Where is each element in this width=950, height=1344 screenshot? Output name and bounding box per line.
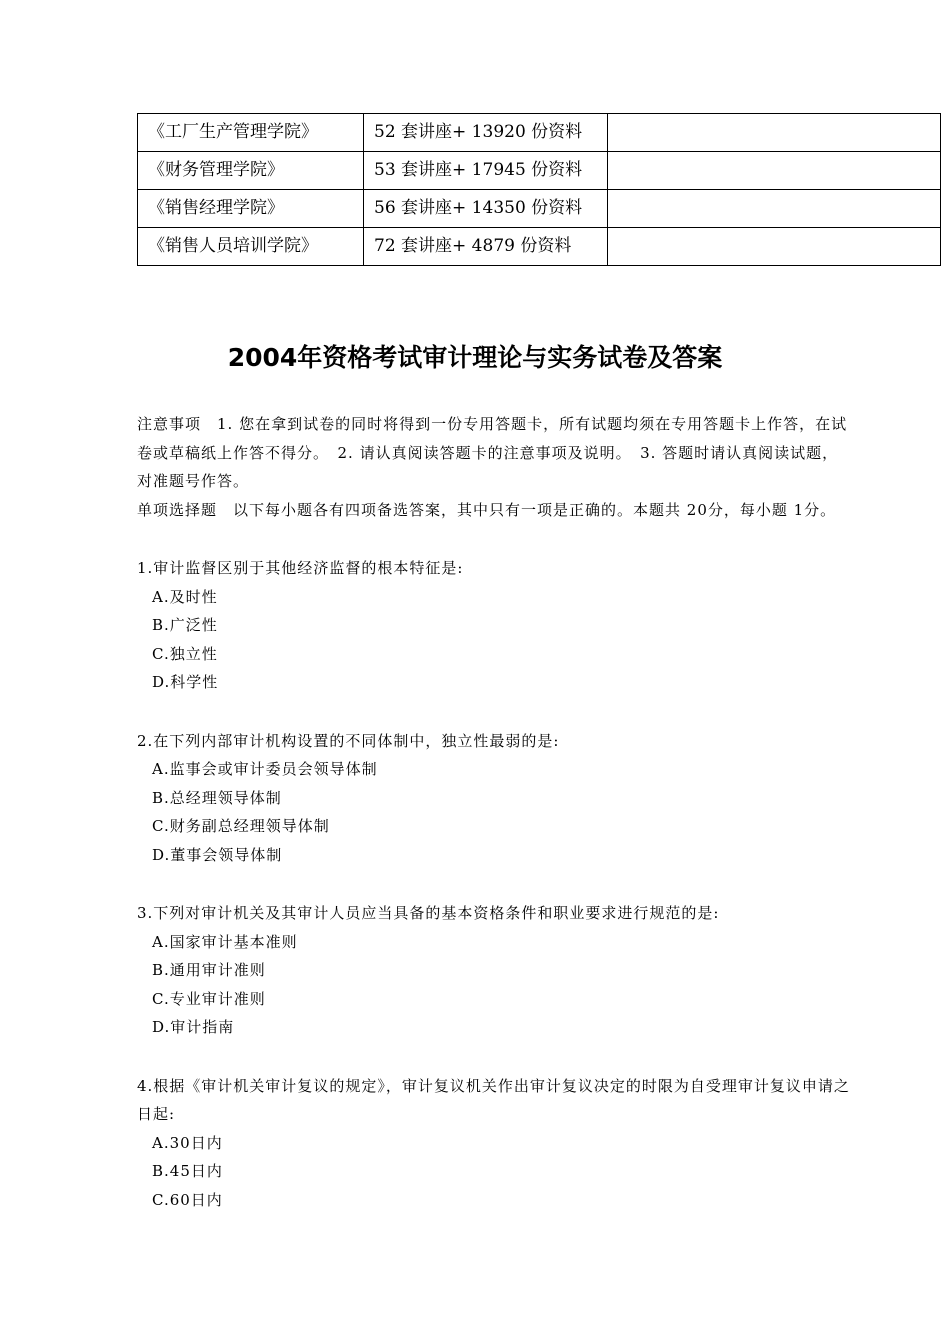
question-1 [137,554,852,697]
option-b: B.通用审计准则 [152,961,266,979]
table-cell-extra [608,152,941,190]
option-a: A.30日内 [152,1133,223,1152]
table-cell-name: 《销售人员培训学院》 [138,228,364,266]
option-c: C.专业审计准则 [152,989,266,1008]
option-d: D.审计指南 [152,1018,235,1036]
option-a: A.国家审计基本准则 [152,932,298,951]
question-text: 4.根据《审计机关审计复议的规定》，审计复议机关作出审计复议决定的时限为自受理审计复议申请之日起: [137,1076,850,1123]
table-cell-name: 《工厂生产管理学院》 [138,114,364,152]
option-d: D.董事会领导体制 [152,845,283,864]
table-row [138,190,941,228]
page-title: 2004年资格考试审计理论与实务试卷及答案 [227,343,723,372]
table-cell-name: 《销售经理学院》 [138,190,364,228]
table-cell-extra [608,190,941,228]
option-b: B.广泛性 [152,616,218,634]
table-cell-name: 《财务管理学院》 [138,152,364,190]
question-text: 1.审计监督区别于其他经济监督的根本特征是: [137,559,464,577]
resource-table [137,113,941,266]
table-cell-content: 52 套讲座+ 13920 份资料 [364,114,608,152]
option-c: C.60日内 [152,1190,223,1209]
question-2 [137,727,852,870]
question-text: 3.下列对审计机关及其审计人员应当具备的基本资格条件和职业要求进行规范的是: [137,904,720,922]
table-cell-extra [608,228,941,266]
table-cell-content: 72 套讲座+ 4879 份资料 [364,228,608,266]
option-c: C.财务副总经理领导体制 [152,817,330,835]
option-a: A.及时性 [152,587,218,606]
option-b: B.总经理领导体制 [152,788,282,807]
table-row [138,152,941,190]
question-4 [137,1072,852,1215]
table-row [138,114,941,152]
table-cell-content: 56 套讲座+ 14350 份资料 [364,190,608,228]
question-text: 2.在下列内部审计机构设置的不同体制中，独立性最弱的是: [137,731,560,750]
question-3 [137,899,852,1042]
document-body [137,410,852,1214]
table-cell-extra [608,114,941,152]
option-d: D.科学性 [152,673,219,691]
option-a: A.监事会或审计委员会领导体制 [152,760,378,778]
option-b: B.45日内 [152,1162,223,1180]
option-c: C.独立性 [152,644,218,663]
notice-block [137,410,852,524]
table-cell-content: 53 套讲座+ 17945 份资料 [364,152,608,190]
notice-text: 注意事项 1. 您在拿到试卷的同时将得到一份专用答题卡，所有试题均须在专用答题卡上作答，在试卷或草稿纸上作答不得分。 2. 请认真阅读答题卡的注意事项及说明。 3. 答题时请认真阅读试题，对准题号作答。 [137,415,848,490]
table-row [138,228,941,266]
section-intro: 单项选择题 以下每小题各有四项备选答案，其中只有一项是正确的。本题共 20分，每小题 1分。 [137,500,837,519]
